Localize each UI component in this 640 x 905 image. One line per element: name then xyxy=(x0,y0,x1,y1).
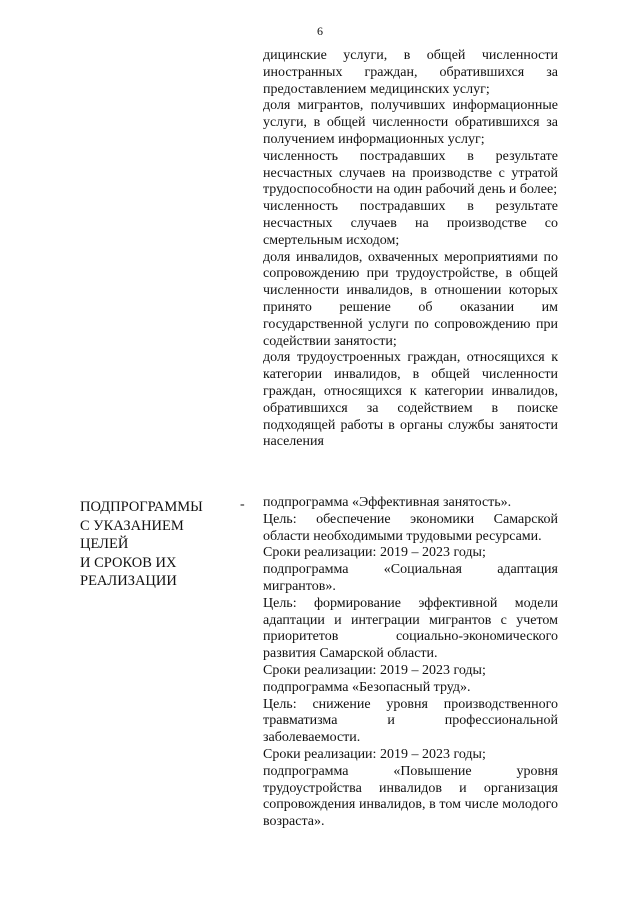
subprogram-line: Сроки реализации: 2019 – 2023 годы; xyxy=(263,662,486,678)
subprograms-list xyxy=(263,495,558,831)
indicator-item: численность пострадавших в результате несчастных случаев на производстве с утратой трудоспособности на один рабочий день и более; xyxy=(263,148,558,198)
indicator-item: численность пострадавших в результате несчастных случаев на производстве со смертельным исходом; xyxy=(263,199,558,248)
indicator-item: доля инвалидов, охваченных мероприятиями по сопровождению при трудоустройстве, в общей численности инвалидов, в отношении которых принято решение об оказании им государственной услуги по сопровождению при содействии занятости; xyxy=(263,249,558,349)
section-heading xyxy=(80,498,230,591)
indicator-item: доля трудоустроенных граждан, относящихся к категории инвалидов, в общей численности граждан, относящихся к категории инвалидов, обратившихся за содействием в поиске подходящей работы в органы службы занятости населения xyxy=(263,350,558,450)
section-dash: - xyxy=(240,497,245,512)
subprogram-line: подпрограмма «Повышение уровня трудоустройства инвалидов и организация сопровождения инвалидов, в том числе молодого возраста». xyxy=(263,763,558,830)
indicators-continued xyxy=(263,48,558,451)
subprogram-line: Сроки реализации: 2019 – 2023 годы; xyxy=(263,545,486,561)
page-number: 6 xyxy=(317,24,323,38)
subprogram-line: Сроки реализации: 2019 – 2023 годы; xyxy=(263,746,486,762)
heading-line: РЕАЛИЗАЦИИ xyxy=(80,573,177,589)
subprogram-line: подпрограмма «Безопасный труд». xyxy=(263,679,471,695)
indicator-item: дицинские услуги, в общей численности иностранных граждан, обратившихся за предоставлением медицинских услуг; xyxy=(263,48,558,97)
subprogram-line: Цель: обеспечение экономики Самарской области необходимыми трудовыми ресурсами. xyxy=(263,511,558,544)
subprogram-line: подпрограмма «Социальная адаптация мигрантов». xyxy=(263,562,558,594)
heading-line: ПОДПРОГРАММЫ xyxy=(80,499,203,515)
heading-line: И СРОКОВ ИХ xyxy=(80,554,177,571)
indicator-item: доля мигрантов, получивших информационные услуги, в общей численности обратившихся за получением информационных услуг; xyxy=(263,98,558,147)
heading-line: ЦЕЛЕЙ xyxy=(80,536,129,552)
subprogram-line: Цель: формирование эффективной модели адаптации и интеграции мигрантов с учетом приоритетов социально-экономического развития Самарской области. xyxy=(263,595,558,662)
subprogram-line: подпрограмма «Эффективная занятость». xyxy=(263,495,512,510)
subprogram-line: Цель: снижение уровня производственного травматизма и профессиональной заболеваемости. xyxy=(263,696,558,746)
heading-line: С УКАЗАНИЕМ xyxy=(80,517,184,534)
